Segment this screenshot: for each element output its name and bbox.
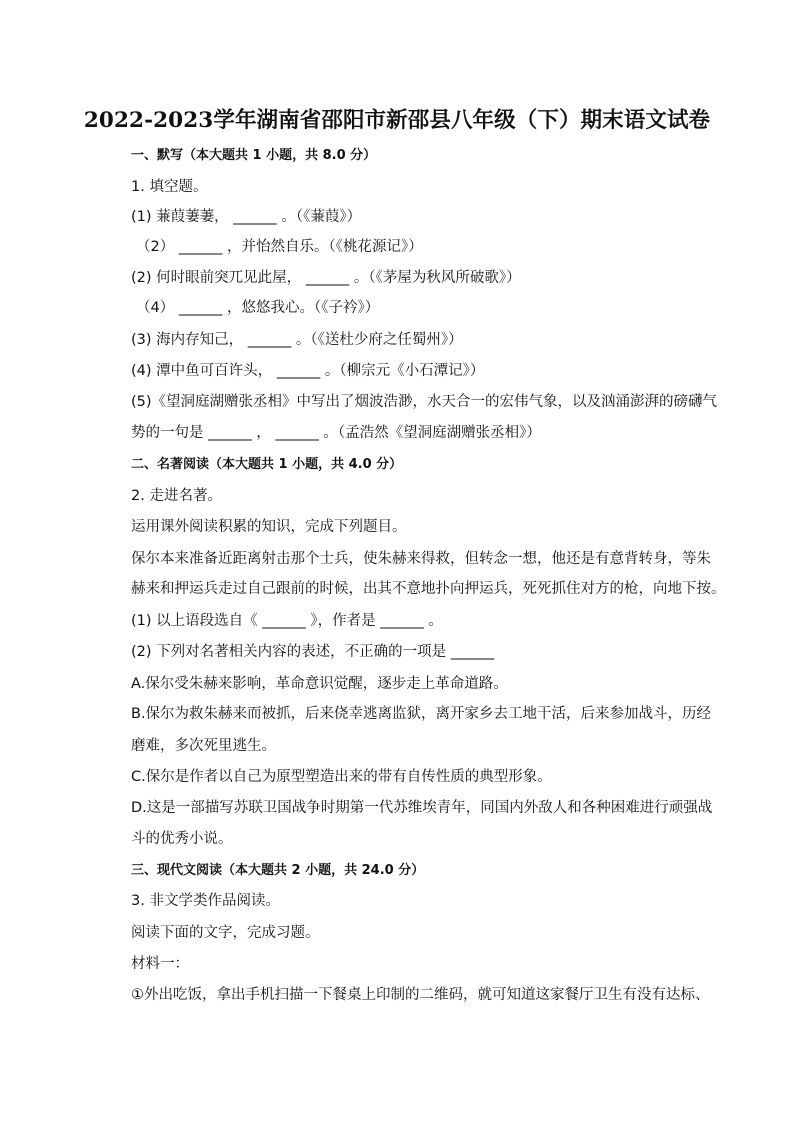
- section-heading: 三、现代文阅读（本大题共 2 小题，共 24.0 分）: [131, 863, 425, 878]
- text-line: D.这是一部描写苏联卫国战争时期第一代苏维埃青年，同国内外敌人和各种困难进行顽强战: [131, 800, 713, 816]
- text-line: ①外出吃饭，拿出手机扫描一下餐桌上印制的二维码，就可知道这家餐厅卫生有没有达标、: [131, 987, 710, 1003]
- text-line: 赫来和押运兵走过自己跟前的时候，出其不意地扑向押运兵，死死抓住对方的枪，向地下按。: [131, 581, 726, 597]
- text-line: （2） ______ ，并怡然自乐。（《桃花源记》）: [136, 239, 423, 255]
- text-line: 2. 走进名著。: [131, 488, 222, 504]
- text-line: (1) 蒹葭萋萋， ______ 。（《蒹葭》）: [131, 209, 362, 225]
- text-line: (2) 何时眼前突兀见此屋， ______ 。（《茅屋为秋风所破歌》）: [131, 270, 521, 286]
- text-line: (3) 海内存知己， ______ 。（《送杜少府之任蜀州》）: [131, 332, 463, 348]
- text-line: B.保尔为救朱赫来而被抓，后来侥幸逃离监狱，离开家乡去工地干活，后来参加战斗，历经: [131, 706, 712, 722]
- text-line: 运用课外阅读积累的知识，完成下列题目。: [131, 519, 407, 535]
- text-line: (1) 以上语段选自《 ______ 》，作者是 ______ 。: [131, 613, 443, 629]
- text-line: 磨难，多次死里逃生。: [131, 738, 276, 754]
- text-line: (4) 潭中鱼可百许头， ______ 。（柳宗元《小石潭记》）: [131, 363, 485, 379]
- text-line: (2) 下列对名著相关内容的表述，不正确的一项是 ______: [131, 644, 495, 660]
- page-title: 2022-2023学年湖南省邵阳市新邵县八年级（下）期末语文试卷: [83, 108, 711, 133]
- text-line: 3. 非文学类作品阅读。: [131, 893, 280, 909]
- section-heading: 二、名著阅读（本大题共 1 小题，共 4.0 分）: [131, 457, 403, 472]
- text-line: 斗的优秀小说。: [131, 831, 233, 847]
- text-line: 1. 填空题。: [131, 179, 208, 195]
- text-line: 阅读下面的文字，完成习题。: [131, 925, 320, 941]
- text-line: (5)《望洞庭湖赠张丞相》中写出了烟波浩渺，水天合一的宏伟气象，以及汹涌澎湃的磅礴气: [131, 394, 718, 410]
- text-line: C.保尔是作者以自己为原型塑造出来的带有自传性质的典型形象。: [131, 769, 552, 785]
- text-line: （4） ______ ，悠悠我心。（《子衿》）: [136, 300, 380, 316]
- section-heading: 一、默写（本大题共 1 小题，共 8.0 分）: [131, 148, 377, 163]
- text-line: 保尔本来准备近距离射击那个士兵，使朱赫来得救，但转念一想，他还是有意背转身，等朱: [131, 551, 711, 567]
- text-line: 势的一句是 ______ ， ______ 。（孟浩然《望洞庭湖赠张丞相》）: [131, 425, 541, 441]
- text-line: 材料一：: [131, 956, 189, 972]
- text-line: A.保尔受朱赫来影响，革命意识觉醒，逐步走上革命道路。: [131, 676, 508, 692]
